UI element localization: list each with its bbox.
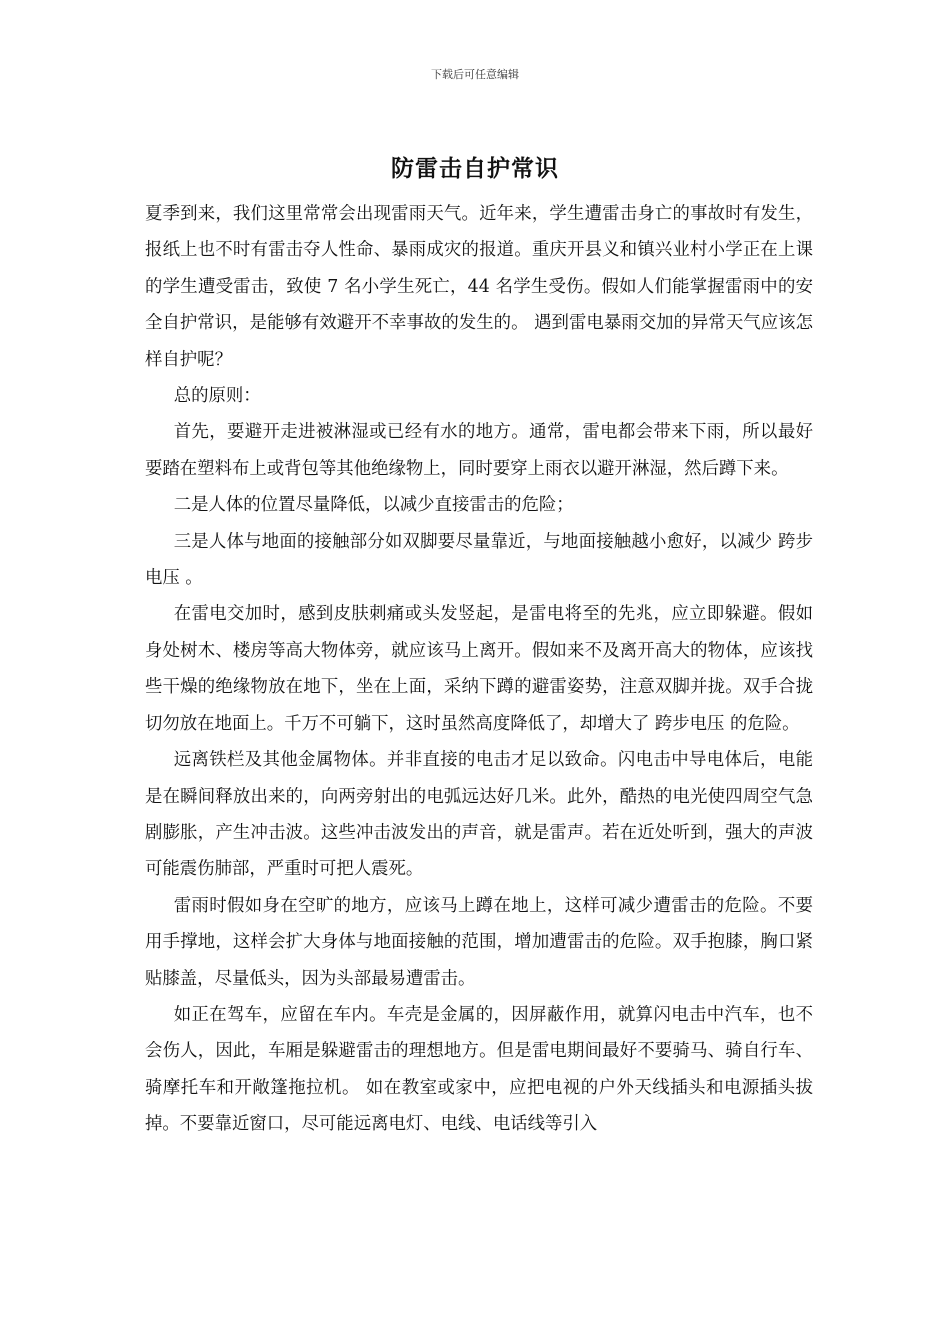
page-title: 防雷击自护常识 bbox=[391, 156, 559, 182]
paragraph-principle-1: 首先，要避开走进被淋湿或已经有水的地方。通常，雷电都会带来下雨，所以最好要踏在塑料布上或背包等其他绝缘物上，同时要穿上雨衣以避开淋湿，然后蹲下来。 bbox=[145, 422, 813, 479]
paragraph-metal-objects: 远离铁栏及其他金属物体。并非直接的电击才足以致命。闪电击中导电体后，电能是在瞬间释放出来的，向两旁射出的电弧远达好几米。此外，酷热的电光使四周空气急剧膨胀，产生冲击波。这些冲击波发出的声音，就是雷声。若在近处听到，强大的声波可能震伤肺部，严重时可把人震死。 bbox=[145, 750, 813, 880]
paragraph-principle-3: 三是人体与地面的接触部分如双脚要尽量靠近，与地面接触越小愈好，以减少 跨步电压 。 bbox=[145, 531, 813, 589]
document-body bbox=[145, 196, 813, 1143]
paragraph-open-area: 雷雨时假如身在空旷的地方，应该马上蹲在地上，这样可减少遭雷击的危险。不要用手撑地，这样会扩大身体与地面接触的范围，增加遭雷击的危险。双手抱膝，胸口紧贴膝盖，尽量低头，因为头部最易遭雷击。 bbox=[145, 895, 813, 989]
paragraph-principle-2: 二是人体的位置尽量降低，以减少直接雷击的危险； bbox=[173, 495, 574, 516]
paragraph-driving-indoors: 如正在驾车，应留在车内。车壳是金属的，因屏蔽作用，就算闪电击中汽车，也不会伤人，因此，车厢是躲避雷击的理想地方。但是雷电期间最好不要骑马、骑自行车、骑摩托车和开敞篷拖拉机。 如在教室或家中，应把电视的户外天线插头和电源插头拔掉。不要靠近窗口，尽可能远离电灯、电线、电话线等引入 bbox=[145, 1004, 813, 1135]
paragraph-intro: 夏季到来，我们这里常常会出现雷雨天气。近年来，学生遭雷击身亡的事故时有发生，报纸上也不时有雷击夺人性命、暴雨成灾的报道。重庆开县义和镇兴业村小学正在上课的学生遭受雷击，致使 7 名小学生死亡，44 名学生受伤。假如人们能掌握雷雨中的安全自护常识，是能够有效避开不幸事故的发生的。 遇到雷电暴雨交加的异常天气应该怎样自护呢？ bbox=[145, 204, 813, 370]
paragraph-lightning-signs: 在雷电交加时，感到皮肤刺痛或头发竖起，是雷电将至的先兆，应立即躲避。假如身处树木、楼房等高大物体旁，就应该马上离开。假如来不及离开高大的物体，应该找些干燥的绝缘物放在地下，坐在上面，采纳下蹲的避雷姿势，注意双脚并拢。双手合拢切勿放在地面上。千万不可躺下，这时虽然高度降低了，却增大了 跨步电压 的危险。 bbox=[145, 604, 813, 734]
paragraph-principle-heading: 总的原则： bbox=[173, 386, 261, 407]
header-note: 下载后可任意编辑 bbox=[431, 68, 519, 81]
